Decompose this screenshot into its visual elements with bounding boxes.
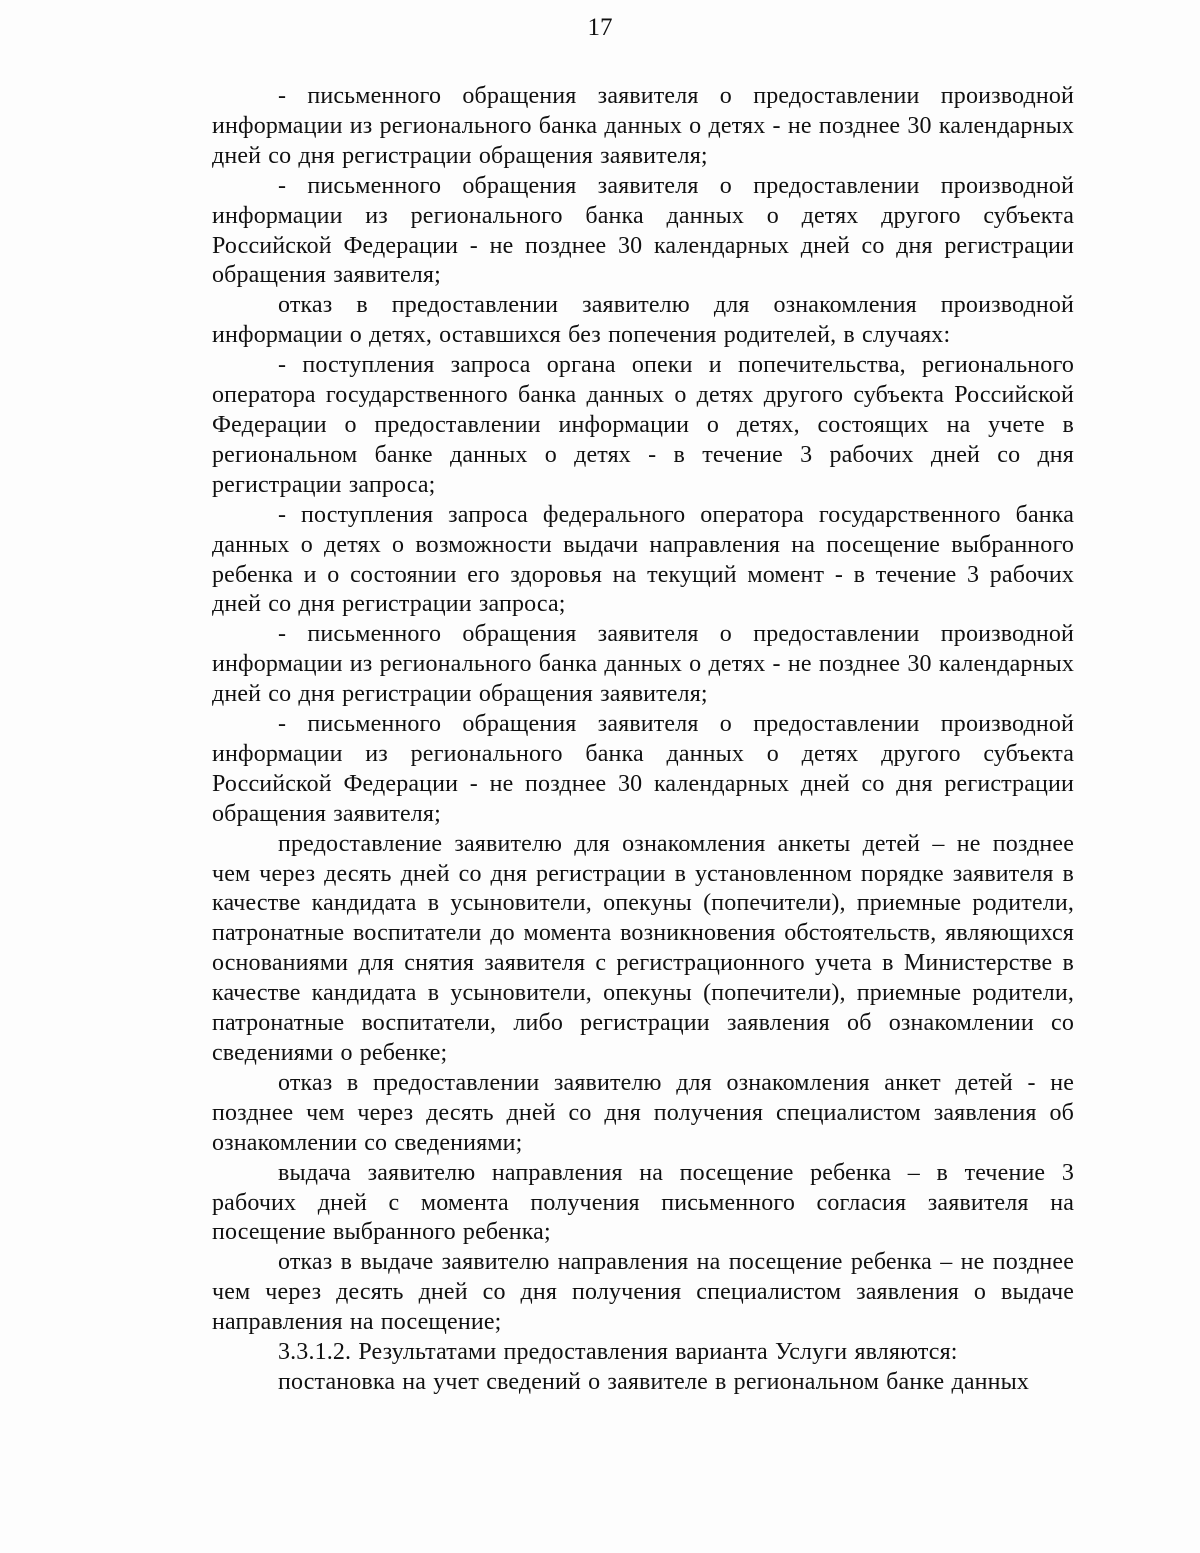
paragraph: - поступления запроса органа опеки и попечительства, регионального оператора государственного банка данных о детях другого субъекта Российской Федерации о предоставлении информации о детях, состоящих на учете в региональном банке данных о детях - в течение 3 рабочих дней со дня регистрации запроса; bbox=[212, 352, 1074, 498]
paragraph: - письменного обращения заявителя о предоставлении производной информации из регионального банка данных о детях - не позднее 30 календарных дней со дня регистрации обращения заявителя; bbox=[212, 83, 1074, 169]
paragraph: выдача заявителю направления на посещение ребенка – в течение 3 рабочих дней с момента получения письменного согласия заявителя на посещение выбранного ребенка; bbox=[212, 1159, 1074, 1246]
paragraph: - поступления запроса федерального оператора государственного банка данных о детях о возможности выдачи направления на посещение выбранного ребенка и о состоянии его здоровья на текущий момент - в течение 3 рабочих дней со дня регистрации запроса; bbox=[212, 501, 1074, 618]
paragraph: - письменного обращения заявителя о предоставлении производной информации из регионального банка данных о детях другого субъекта Российской Федерации - не позднее 30 календарных дней со дня регистрации обращения заявителя; bbox=[212, 172, 1074, 289]
paragraph: предоставление заявителю для ознакомления анкеты детей – не позднее чем через десять дней со дня регистрации в установленном порядке заявителя в качестве кандидата в усыновители, опекуны (попечители), приемные родители, патронатные воспитатели до момента возникновения обстоятельств, являющихся основаниями для снятия заявителя с регистрационного учета в Министерстве в качестве кандидата в усыновители, опекуны (попечители), приемные родители, патронатные воспитатели, либо регистрации заявления об ознакомлении со сведениями о ребенке; bbox=[212, 830, 1074, 1066]
paragraph: отказ в предоставлении заявителю для ознакомления производной информации о детях, оставшихся без попечения родителей, в случаях: bbox=[212, 292, 1074, 349]
paragraph: отказ в выдаче заявителю направления на посещение ребенка – не позднее чем через десять дней со дня получения специалистом заявления о выдаче направления на посещение; bbox=[212, 1249, 1074, 1336]
page-number: 17 bbox=[587, 14, 613, 41]
paragraph: - письменного обращения заявителя о предоставлении производной информации из регионального банка данных о детях другого субъекта Российской Федерации - не позднее 30 календарных дней со дня регистрации обращения заявителя; bbox=[212, 711, 1074, 827]
paragraph: постановка на учет сведений о заявителе в региональном банке данных bbox=[278, 1368, 1030, 1395]
document-body bbox=[212, 82, 1074, 1398]
section-heading: 3.3.1.2. Результатами предоставления варианта Услуги являются: bbox=[278, 1339, 958, 1366]
paragraph: отказ в предоставлении заявителю для ознакомления анкет детей - не позднее чем через десять дней со дня получения специалистом заявления об ознакомлении со сведениями; bbox=[212, 1069, 1074, 1156]
paragraph: - письменного обращения заявителя о предоставлении производной информации из регионального банка данных о детях - не позднее 30 календарных дней со дня регистрации обращения заявителя; bbox=[212, 621, 1074, 708]
